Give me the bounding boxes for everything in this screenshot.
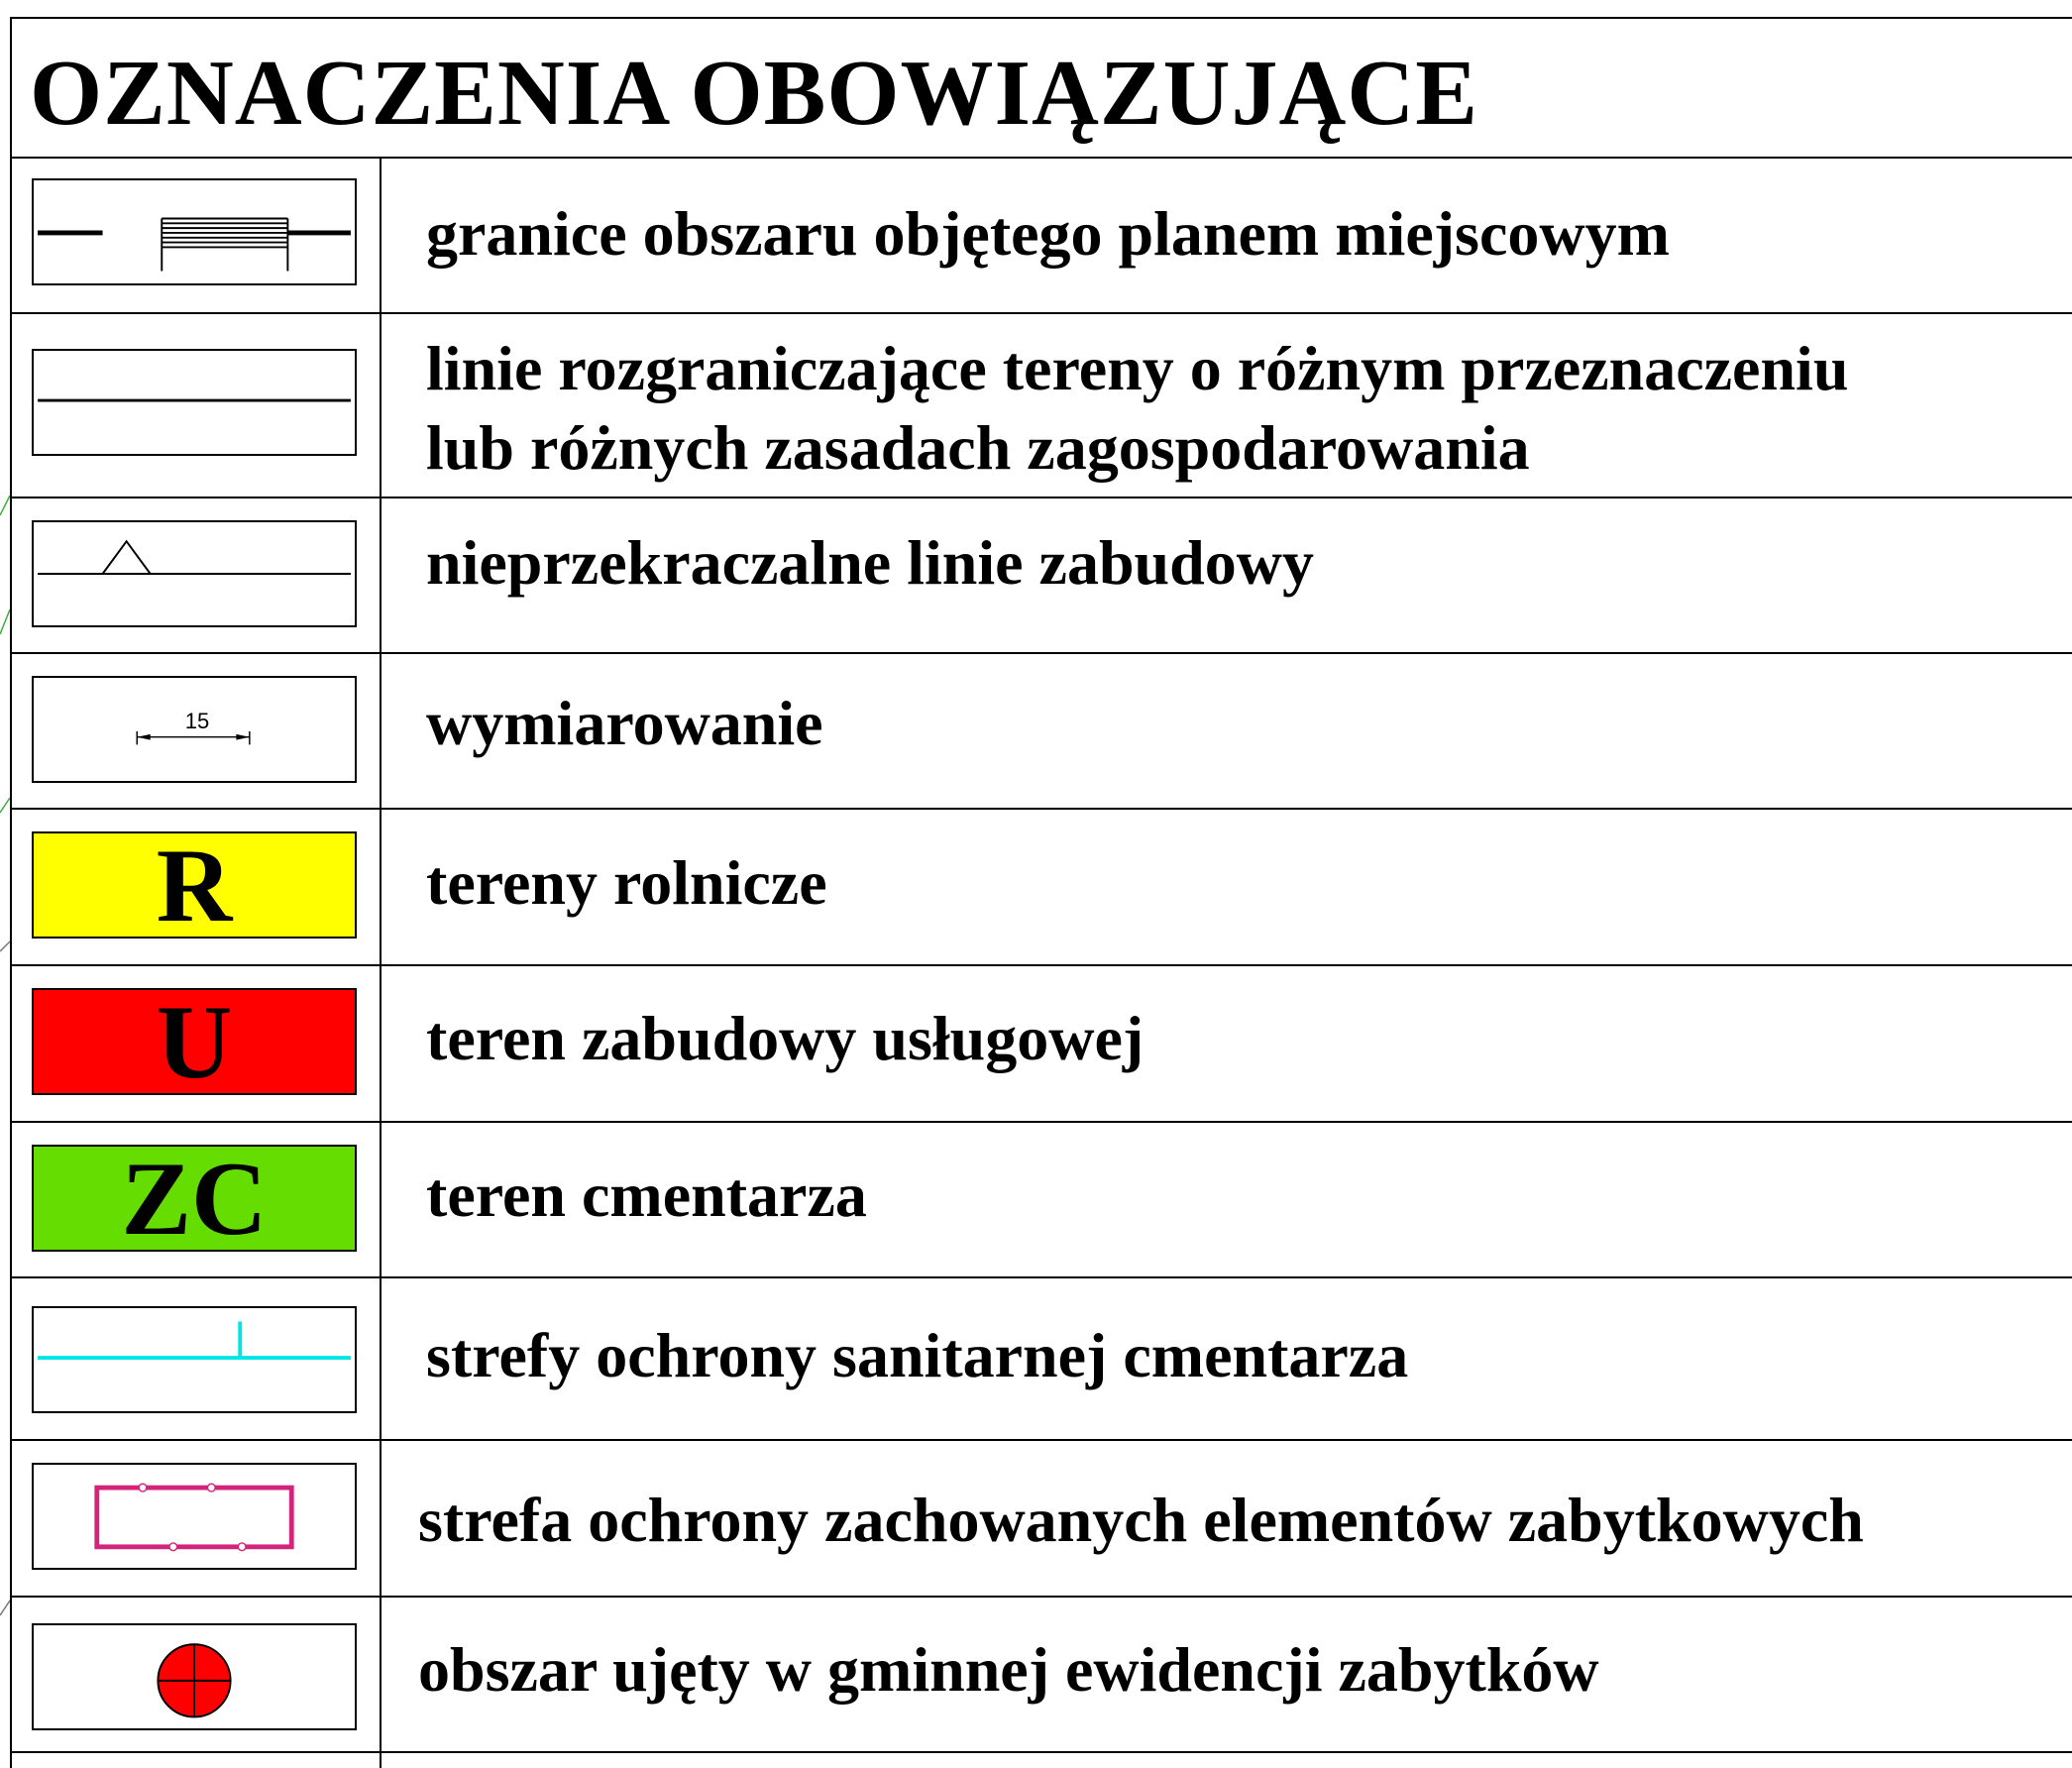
legend-description: strefy ochrony sanitarnej cmentarza	[426, 1320, 1409, 1390]
legend-title: OZNACZENIA OBOWIĄZUJĄCE	[30, 42, 1478, 145]
heritage-zone-dotted-rect-icon	[34, 1465, 355, 1568]
zone-zc-symbol	[32, 1145, 357, 1252]
sanitary-zone-symbol	[32, 1306, 357, 1413]
heritage-zone-symbol	[32, 1463, 357, 1570]
row-divider	[10, 1121, 2072, 1123]
heritage-point-symbol	[32, 1623, 357, 1730]
row-divider	[10, 652, 2072, 654]
row-divider	[10, 497, 2072, 498]
row-divider	[10, 1276, 2072, 1278]
sanitary-zone-line-icon	[34, 1308, 355, 1411]
plan-boundary-line-icon	[34, 180, 355, 283]
legend-description: strefa ochrony zachowanych elementów zabytkowych	[418, 1485, 1864, 1555]
demarcation-line-icon	[34, 351, 355, 454]
column-divider	[380, 157, 382, 1768]
zone-code: U	[156, 988, 233, 1095]
zone-code: ZC	[121, 1145, 268, 1252]
row-divider	[10, 1439, 2072, 1441]
legend-description: granice obszaru objętego planem miejscowym	[426, 198, 1670, 269]
demarcation-line-symbol	[32, 349, 357, 456]
legend-description: teren cmentarza	[426, 1160, 867, 1230]
legend-description: teren zabudowy usługowej	[426, 1003, 1145, 1073]
bottom-divider	[10, 1751, 2072, 1753]
row-divider	[10, 808, 2072, 810]
heritage-point-crosshair-icon	[34, 1625, 355, 1728]
row-divider	[10, 964, 2072, 966]
legend-description: obszar ujęty w gminnej ewidencji zabytków	[418, 1634, 1599, 1705]
zone-u-symbol	[32, 988, 357, 1095]
building-line-triangle-icon	[34, 522, 355, 625]
legend-description: linie rozgraniczające tereny o różnym przeznaczeniu	[426, 333, 1849, 403]
legend-description: nieprzekraczalne linie zabudowy	[426, 527, 1314, 598]
row-divider	[10, 312, 2072, 314]
outer-left-border	[10, 17, 12, 1768]
top-border	[10, 17, 2072, 19]
plan-boundary-symbol	[32, 178, 357, 285]
legend-description: lub różnych zasadach zagospodarowania	[426, 412, 1530, 483]
legend-description: wymiarowanie	[426, 688, 823, 758]
zone-r-symbol	[32, 831, 357, 939]
building-line-symbol	[32, 520, 357, 627]
row-divider	[10, 1596, 2072, 1598]
zone-code: R	[156, 831, 233, 939]
legend-description: tereny rolnicze	[426, 847, 827, 918]
dimension-symbol	[32, 676, 357, 783]
dimension-value: 15	[184, 709, 210, 733]
